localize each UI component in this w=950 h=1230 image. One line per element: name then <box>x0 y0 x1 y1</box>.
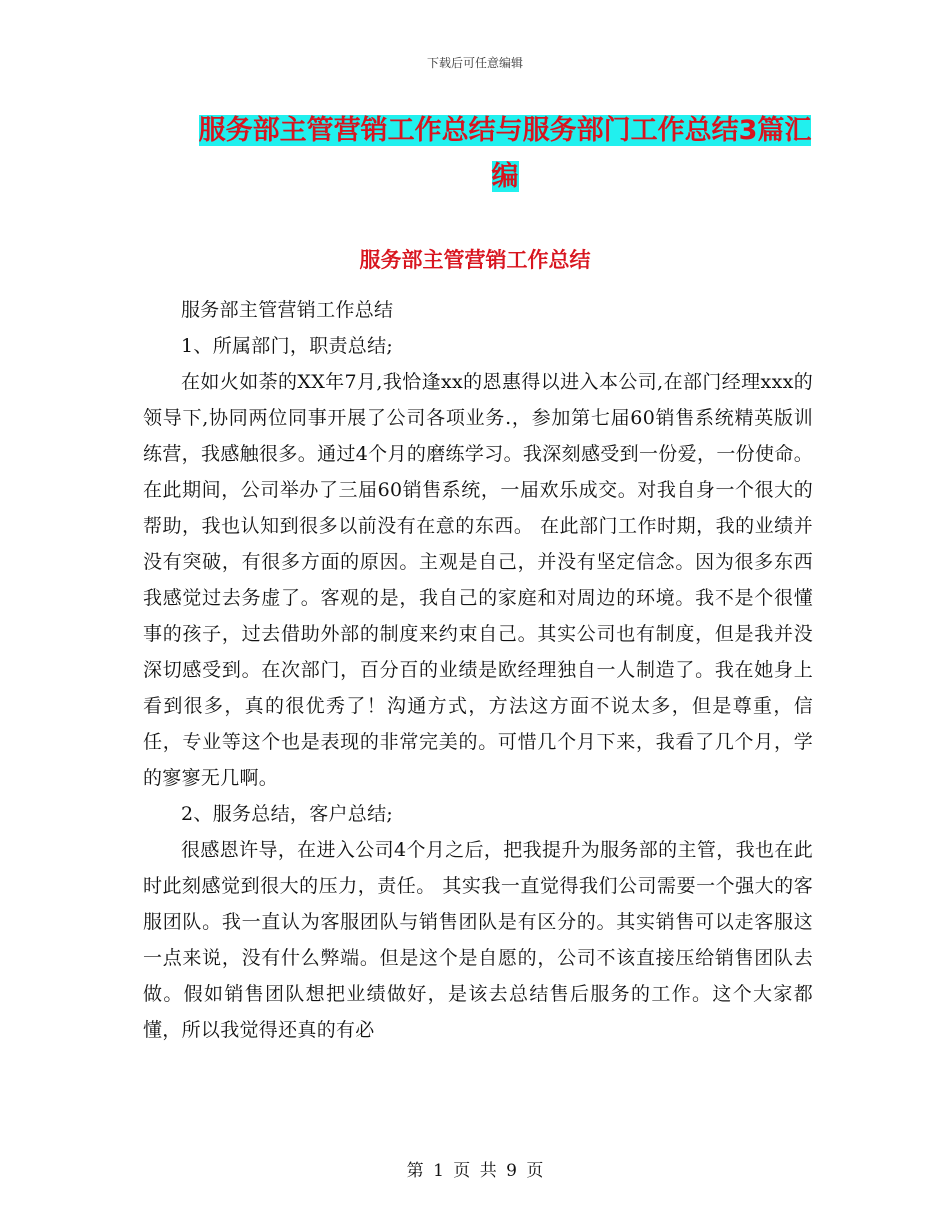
document-body <box>143 292 813 1048</box>
header-note: 下载后可任意编辑 <box>426 56 523 70</box>
document-title-text: 服务部主管营销工作总结与服务部门工作总结3篇汇编 <box>198 115 812 192</box>
section-title: 服务部主管营销工作总结 <box>359 248 591 272</box>
paragraph: 2、服务总结，客户总结; <box>181 803 394 825</box>
document-title <box>195 108 815 200</box>
paragraph: 1、所属部门，职责总结; <box>181 335 394 357</box>
paragraph: 服务部主管营销工作总结 <box>181 299 394 321</box>
paragraph: 很感恩许导，在进入公司4个月之后，把我提升为服务部的主管，我也在此时此刻感觉到很大的压力，责任。 其实我一直觉得我们公司需要一个强大的客服团队。我一直认为客服团队与销售团队是有区分的。其实销售可以走客服这一点来说，没有什么弊端。但是这个是自愿的，公司不该直接压给销售团队去做。假如销售团队想把业绩做好，是该去总结售后服务的工作。这个大家都懂，所以我觉得还真的有必 <box>143 839 813 1041</box>
paragraph: 在如火如荼的XX年7月,我恰逢xx的恩惠得以进入本公司,在部门经理xxx的领导下,协同两位同事开展了公司各项业务.，参加第七届60销售系统精英版训练营，我感触很多。通过4个月的磨练学习。我深刻感受到一份爱，一份使命。 在此期间，公司举办了三届60销售系统，一届欢乐成交。对我自身一个很大的帮助，我也认知到很多以前没有在意的东西。 在此部门工作时期，我的业绩并没有突破，有很多方面的原因。主观是自己，并没有坚定信念。因为很多东西我感觉过去务虚了。客观的是，我自己的家庭和对周边的环境。我不是个很懂事的孩子，过去借助外部的制度来约束自己。其实公司也有制度，但是我并没深切感受到。在次部门，百分百的业绩是欧经理独自一人制造了。我在她身上看到很多，真的很优秀了！沟通方式，方法这方面不说太多，但是尊重，信任，专业等这个也是表现的非常完美的。可惜几个月下来，我看了几个月，学的寥寥无几啊。 <box>143 371 813 789</box>
page-number-footer: 第 1 页 共 9 页 <box>406 1161 544 1181</box>
